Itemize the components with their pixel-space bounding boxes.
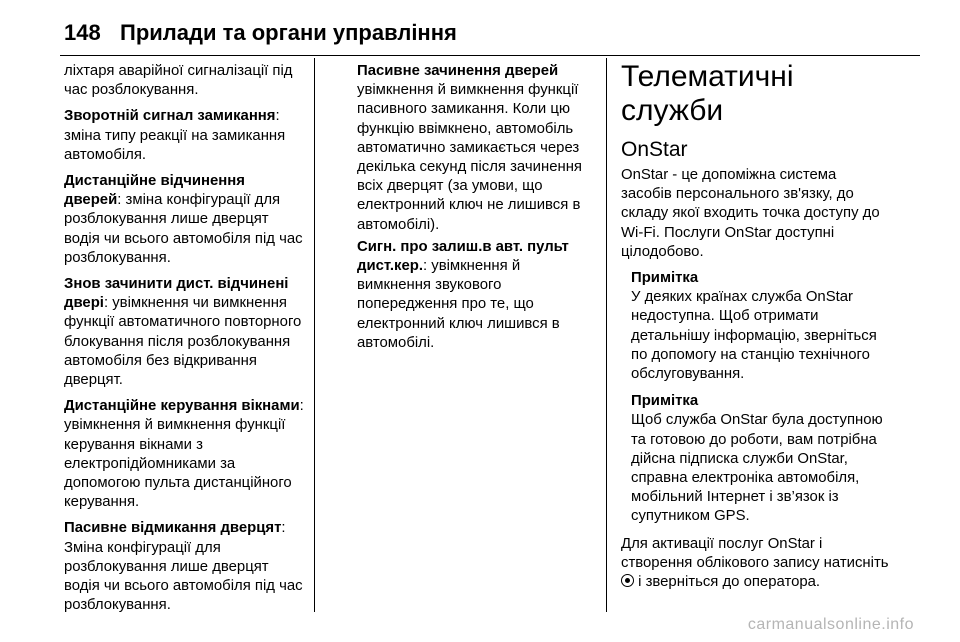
paragraph-remote-windows: Дистанційне керування вікнами: увімкнення й вимкнення функції керування вікнами з електропідйомниками за допомогою пульта дистанційного керування. <box>64 398 304 511</box>
paragraph-hazard-lights: ліхтаря аварійної сигналізації під час розблокування. <box>64 63 293 99</box>
paragraph-passive-lock: Пасивне зачинення дверей увімкнення й вимкнення функції пасивного замикання. Коли цю функцію ввімкнено, автомобіль автоматично замикається через декілька секунд після зачинення всіх дверцят (за умови, що електронний ключ не лишився в автомобілі). <box>357 63 582 233</box>
column-divider-right <box>606 58 607 612</box>
subsection-title: OnStar <box>621 138 688 161</box>
term-remote-door-unlock: Дистанційне відчинення дверей <box>64 173 245 209</box>
paragraph-remote-door-unlock: Дистанційне відчинення дверей: зміна конфігурації для розблокування лише дверцят водія чи всього автомобіля під час розблокування. <box>64 173 303 266</box>
column-middle <box>357 62 597 360</box>
page-header <box>64 20 457 54</box>
column-right <box>621 62 891 599</box>
paragraph-key-left-alert: Сигн. про залиш.в авт. пульт дист.кер.: увімкнення й вимкнення звукового попередження про те, що електронний ключ лишився в автомобілі. <box>357 238 569 351</box>
column-divider-left <box>314 58 315 612</box>
paragraph-relock-doors: Знов зачинити дист. відчинені двері: увімкнення чи вимкнення функції автоматичного повторного блокування після розблокування автомобіля без відкривання дверцят. <box>64 276 302 389</box>
note-title: Примітка <box>631 270 699 287</box>
term-remote-windows: Дистанційне керування вікнами <box>64 398 300 415</box>
term-passive-unlock: Пасивне відмикання дверцят <box>64 520 282 537</box>
chapter-title: Прилади та органи управління <box>120 20 457 45</box>
section-title: Телематичні служби <box>621 60 794 127</box>
note-text: У деяких країнах служба OnStar недоступна. Щоб отримати детальнішу інформацію, зверніться по допомогу на станцію технічного обслуговування. <box>631 289 877 383</box>
paragraph-lock-feedback: Зворотній сигнал замикання: зміна типу реакції на замикання автомобіля. <box>64 108 286 163</box>
term-key-left-alert: Сигн. про залиш.в авт. пульт дист.кер. <box>357 238 569 275</box>
page-number: 148 <box>64 20 101 45</box>
note-text: Щоб служба OnStar була доступною та готовою до роботи, вам потрібна дійсна підписка служби OnStar, справна електроніка автомобіля, мобільний Інтернет і зв’язок із супутником GPS. <box>631 412 883 525</box>
header-rule <box>60 55 920 56</box>
term-lock-feedback: Зворотній сигнал замикання <box>64 108 276 125</box>
onstar-button-icon <box>621 574 634 587</box>
watermark: carmanualsonline.info <box>747 616 914 633</box>
note-requirements <box>631 392 891 526</box>
column-left <box>64 62 304 622</box>
term-passive-lock: Пасивне зачинення дверей <box>357 63 559 79</box>
paragraph-passive-unlock: Пасивне відмикання дверцят: Зміна конфігурації для розблокування лише дверцят водія чи всього автомобіля під час розблокування. <box>64 520 303 614</box>
note-title: Примітка <box>631 393 699 410</box>
term-relock-doors: Знов зачинити дист. відчинені двері <box>64 276 289 312</box>
paragraph-onstar-intro: OnStar - це допоміжна система засобів персонального зв'язку, до складу якої входить точка доступу до Wi-Fi. Послуги OnStar доступні цілодобово. <box>621 167 880 260</box>
paragraph-activation: Для активації послуг OnStar і створення облікового запису натисніть і зверніться до оператора. <box>621 535 889 591</box>
note-availability <box>631 269 891 384</box>
